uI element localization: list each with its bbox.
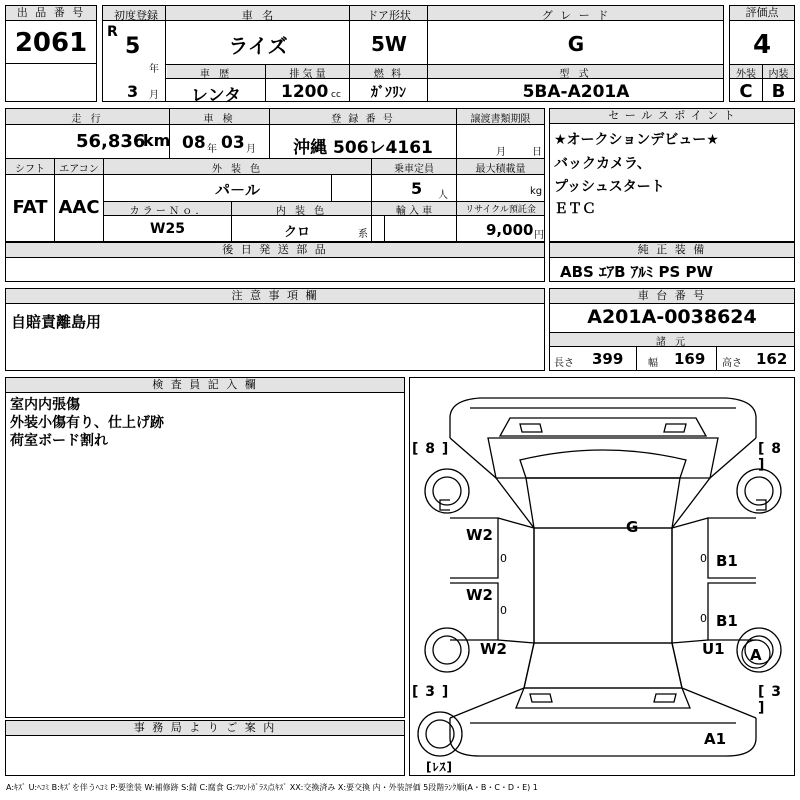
color-no-value: W25 xyxy=(150,221,185,237)
lot-number: 2061 xyxy=(14,28,88,58)
import-label: 輸 入 車 xyxy=(395,206,433,217)
equipment-label: 純 正 装 備 xyxy=(550,243,794,258)
int-grade-value: B xyxy=(771,81,786,102)
length-label: 長さ xyxy=(554,358,574,369)
fuel-label: 燃 料 xyxy=(350,65,427,78)
equipment-value: ABS ｴｱB ｱﾙﾐ PS PW xyxy=(560,263,714,281)
mark-b1-upper: B1 xyxy=(716,552,738,570)
door-label: ドア形状 xyxy=(367,9,411,22)
mileage-unit: km xyxy=(143,131,171,150)
ext-grade-label: 外装 xyxy=(730,65,762,78)
sales-point-1: ★オークションデビュー★ xyxy=(554,132,719,148)
ext-color-value: パ－ル xyxy=(214,181,260,199)
sales-point-2: バックカメラ、 xyxy=(554,156,651,172)
sales-points-label: セ ー ル ス ポ イ ン ト xyxy=(550,109,794,124)
lot-box xyxy=(5,5,97,102)
chassis-box xyxy=(549,288,795,371)
capacity-unit: 人 xyxy=(438,190,448,201)
score-value: 4 xyxy=(752,30,772,60)
height-label: 高さ xyxy=(722,358,742,369)
zero-mark-1: 0 xyxy=(500,552,507,565)
inspection-month: 03 xyxy=(221,133,245,153)
chassis-label: 車 台 番 号 xyxy=(550,289,794,304)
details-box xyxy=(5,108,545,242)
registration-label: 登 録 番 号 xyxy=(331,114,395,125)
displacement-label: 排 気 量 xyxy=(266,65,349,78)
mark-u1: U1 xyxy=(702,640,725,658)
shift-value: FAT xyxy=(12,197,48,218)
zero-mark-3: 0 xyxy=(700,552,707,565)
inspection-label: 車 検 xyxy=(203,114,236,125)
inspection-month-unit: 月 xyxy=(246,144,256,155)
inspection-year-unit: 年 xyxy=(207,144,217,155)
displacement-value: 1200 xyxy=(281,82,329,102)
shift-label: シフト xyxy=(15,164,45,175)
recycle-unit: 円 xyxy=(534,230,544,241)
first-reg-era: R xyxy=(107,24,118,40)
first-reg-month-unit: 月 xyxy=(149,90,159,101)
mark-g: G xyxy=(626,518,639,536)
model-name: ライズ xyxy=(228,34,288,58)
model-code-label: 型 式 xyxy=(428,65,723,78)
ext-color-label: 外 装 色 xyxy=(211,164,264,175)
zero-mark-4: 0 xyxy=(700,612,707,625)
equipment-box xyxy=(549,242,795,282)
inspector-text: 室内内張傷 外装小傷有り、仕上げ跡 荷室ボード割れ xyxy=(10,397,164,449)
office-box xyxy=(5,720,405,776)
history-label: 車 歴 xyxy=(167,65,265,78)
office-label: 事 務 局 よ り ご 案 内 xyxy=(6,721,404,736)
dims-label: 諸 元 xyxy=(655,337,689,348)
registration-value: 沖縄 506レ4161 xyxy=(293,138,433,158)
first-reg-year-unit: 年 xyxy=(149,64,159,75)
max-load-label: 最大積載量 xyxy=(475,164,526,175)
ext-grade-value: C xyxy=(739,81,753,102)
model-name-label: 車 名 xyxy=(241,9,277,22)
int-color-suffix: 系 xyxy=(358,229,368,240)
score-label: 評価点 xyxy=(730,6,794,21)
mileage-value: 56,836 xyxy=(76,131,146,152)
lot-label: 出 品 番 号 xyxy=(6,6,96,21)
inspection-year: 08 xyxy=(182,133,206,153)
mark-a: A xyxy=(750,646,762,664)
door-type: 5W xyxy=(371,32,407,56)
inspector-label: 検 査 員 記 入 欄 xyxy=(6,378,404,393)
fuel-value: ｶﾞｿﾘﾝ xyxy=(371,85,406,101)
mark-w2-middle: W2 xyxy=(466,586,493,604)
color-no-label: カ ラ ー Ｎ ｏ ． xyxy=(129,206,206,217)
car-diagram xyxy=(410,378,796,777)
recycle-label: リサイクル預託金 xyxy=(465,205,536,215)
caution-text: 自賠責離島用 xyxy=(11,313,102,331)
later-parts-box xyxy=(5,242,545,282)
score-box xyxy=(729,5,795,102)
recycle-value: 9,000 xyxy=(486,221,534,239)
model-code-value: 5BA-A201A xyxy=(522,82,630,102)
displacement-unit: cc xyxy=(331,90,341,100)
mileage-label: 走 行 xyxy=(71,114,104,125)
max-load-unit: kg xyxy=(530,186,543,197)
bracket-top-left: [ 8 ] xyxy=(412,441,450,457)
damage-diagram-box xyxy=(409,377,795,776)
bracket-bottom-left: [ 3 ] xyxy=(412,684,450,700)
sales-points-box xyxy=(549,108,795,242)
sales-point-4: ＥＴＣ xyxy=(554,201,596,217)
mark-w2-upper: W2 xyxy=(466,526,493,544)
mark-w2-lower: W2 xyxy=(480,640,507,658)
caution-box xyxy=(5,288,545,371)
history-value: レンタ xyxy=(191,86,241,106)
aircon-value: AAC xyxy=(58,197,100,218)
int-color-value: クロ xyxy=(283,225,310,240)
zero-mark-2: 0 xyxy=(500,604,507,617)
int-grade-label: 内装 xyxy=(763,65,794,78)
mark-b1-lower: B1 xyxy=(716,612,738,630)
int-color-label: 内 装 色 xyxy=(275,206,328,217)
first-reg-year: 5 xyxy=(125,34,141,59)
bracket-spare: [ﾚｽ] xyxy=(426,760,453,774)
width-value: 169 xyxy=(674,350,706,368)
later-parts-label: 後 日 発 送 部 品 xyxy=(6,243,544,258)
mark-a1: A1 xyxy=(704,730,727,748)
bracket-bottom-right: [ 3 ] xyxy=(758,684,783,716)
vehicle-info-box xyxy=(102,5,724,106)
transfer-doc-day: 日 xyxy=(532,147,542,158)
sales-point-3: プッシュスタート xyxy=(554,179,665,195)
capacity-value: 5 xyxy=(411,179,423,198)
width-label: 幅 xyxy=(648,358,658,369)
first-reg-month: 3 xyxy=(127,82,139,101)
aircon-label: エアコン xyxy=(59,164,99,175)
chassis-value: A201A-0038624 xyxy=(587,306,757,328)
legend-text: A:ｷｽﾞ U:ﾍｺﾐ B:ｷｽﾞを伴うﾍｺﾐ P:要塗装 W:補修跡 S:錆 C:腐食 G:ﾌﾛﾝﾄｶﾞﾗｽ点ｷｽﾞ XX:交換済み X:要交換 内・外装評価 5段階ﾗﾝｸ順(A・B・C・D・E) 1 xyxy=(6,783,538,792)
transfer-doc-label: 譲渡書類期限 xyxy=(470,114,531,125)
length-value: 399 xyxy=(592,350,624,368)
first-reg-label: 初度登録 xyxy=(114,9,158,22)
inspector-box xyxy=(5,377,405,718)
height-value: 162 xyxy=(756,350,788,368)
capacity-label: 乗車定員 xyxy=(394,164,434,175)
grade-label: グ レ ー ド xyxy=(541,9,611,22)
grade-value: G xyxy=(567,32,585,56)
caution-label: 注 意 事 項 欄 xyxy=(6,289,544,304)
transfer-doc-month: 月 xyxy=(496,147,506,158)
bracket-top-right: [ 8 ] xyxy=(758,441,783,473)
